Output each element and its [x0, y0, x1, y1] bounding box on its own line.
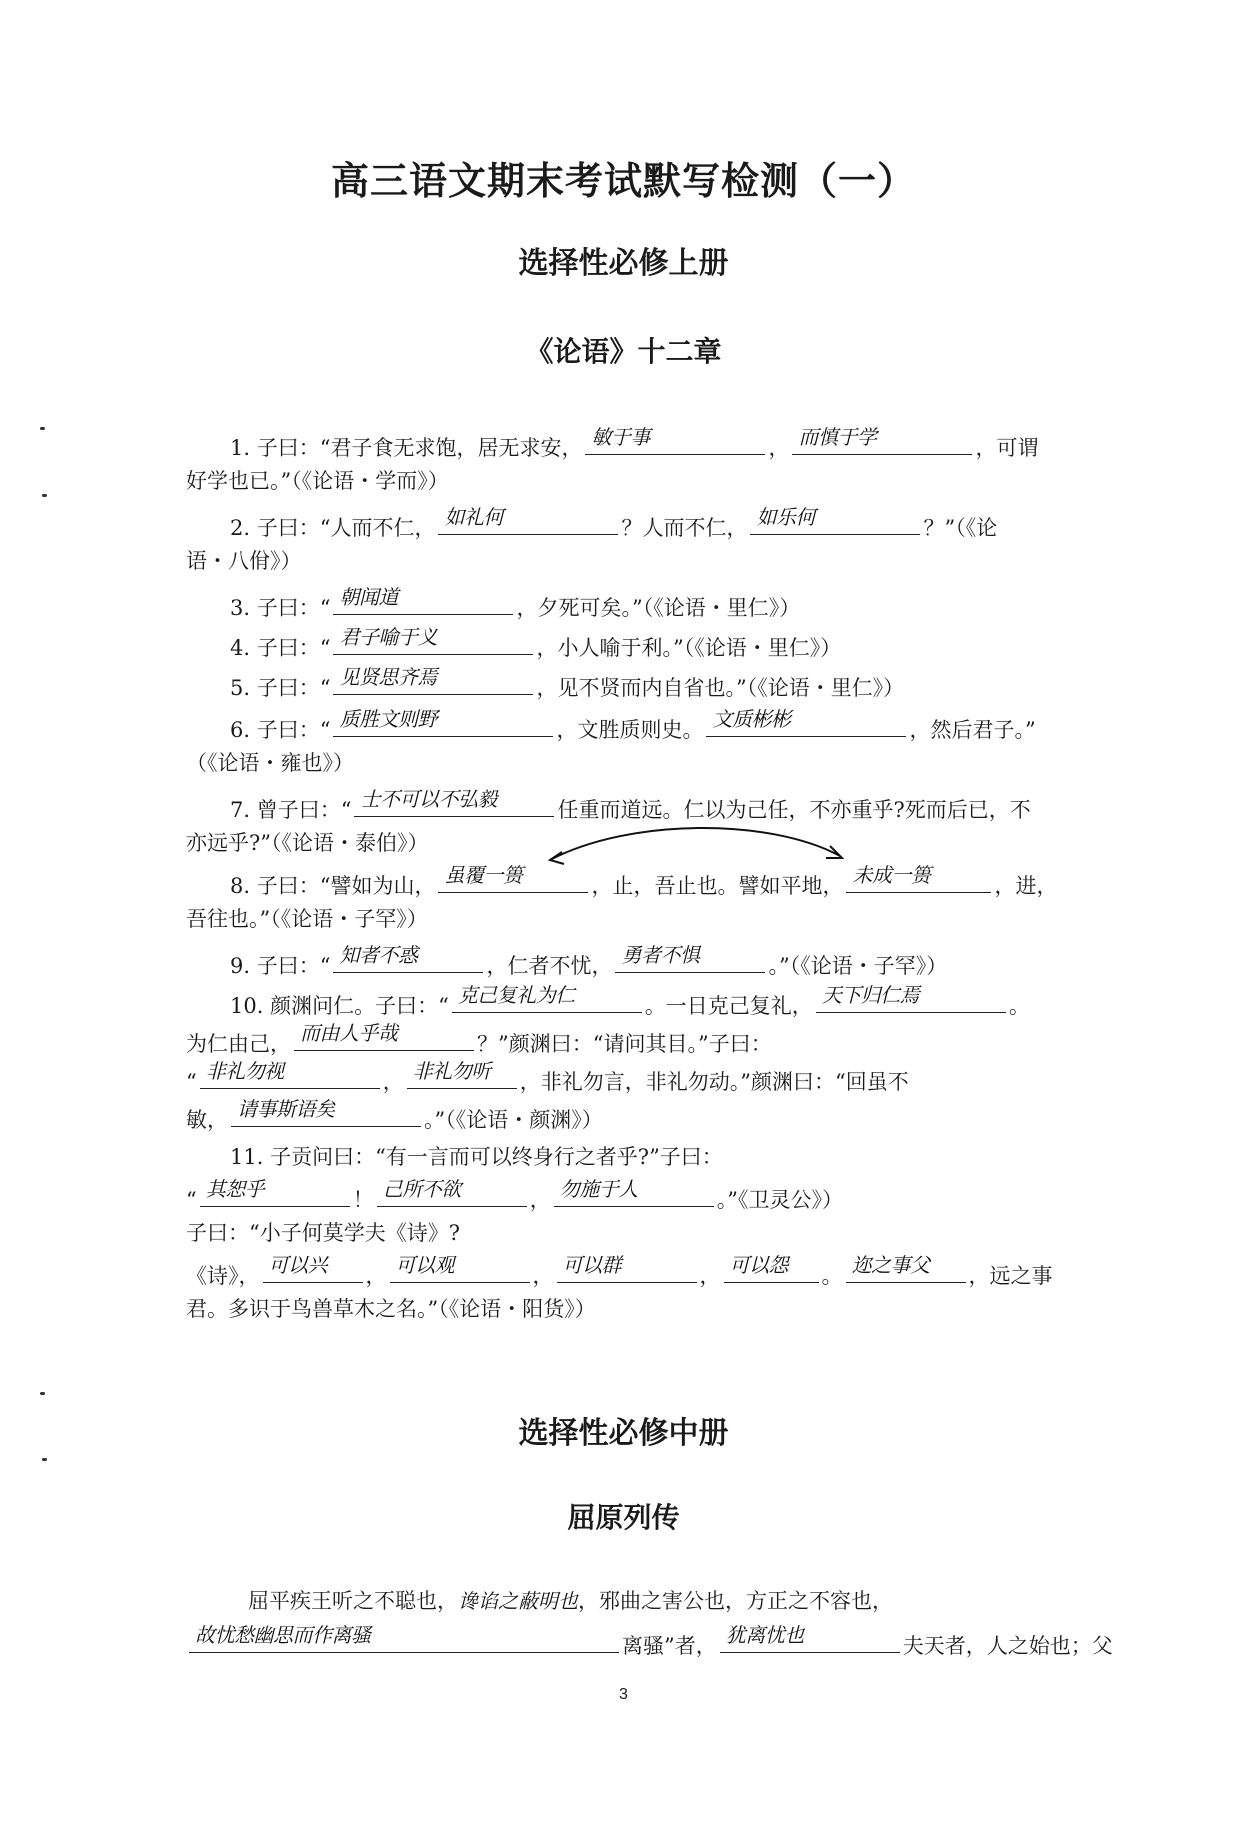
page-title: 高三语文期末考试默写检测（一） — [330, 158, 916, 203]
answer-blank[interactable]: 质胜文则野 — [333, 710, 553, 737]
answer-blank[interactable]: 故忧愁幽思而作离骚 — [189, 1626, 619, 1653]
answer-blank[interactable]: 君子喻于义 — [333, 628, 533, 655]
answer-blank[interactable]: 士不可以不弘毅 — [354, 790, 554, 817]
q8-line1: 8. 子曰：“譬如为山， 虽覆一篑 ，止，吾止也。譬如平地， 未成一篑 ，进， — [230, 863, 1058, 898]
quyuan-line1: 屈平疾王听之不聪也，谗谄之蔽明也，邪曲之害公也，方正之不容也， — [248, 1589, 893, 1613]
answer-blank[interactable]: 如礼何 — [438, 508, 618, 535]
section-heading-2: 选择性必修中册 — [518, 1416, 729, 1451]
answer-blank[interactable]: 文质彬彬 — [706, 710, 906, 737]
answer-blank[interactable]: 而由人乎哉 — [294, 1024, 474, 1051]
scan-mark — [40, 1392, 45, 1395]
q10-line2: 为仁由己， 而由人乎哉 ？”颜渊曰：“请问其目。”子曰： — [186, 1021, 772, 1056]
q8-line2: 吾往也。”（《论语・子罕》） — [186, 907, 428, 931]
scan-mark — [40, 427, 45, 430]
q11-line1: 11. 子贡问曰：“有一言而可以终身行之者乎?”子曰： — [230, 1145, 723, 1169]
swap-arrow-icon — [540, 818, 860, 868]
q11-line4: 《诗》， 可以兴 ， 可以观 ， 可以群 ， 可以怨 。 迩之事父 ，远之事 — [186, 1253, 1053, 1288]
answer-blank[interactable]: 虽覆一篑 — [438, 866, 588, 893]
q9-line: 9. 子曰：“ 知者不惑 ，仁者不忧， 勇者不惧 。”（《论语・子罕》） — [230, 943, 948, 978]
q7-line2: 亦远乎?”（《论语・泰伯》） — [186, 831, 429, 855]
q10-line4: 敏， 请事斯语矣 。”（《论语・颜渊》） — [186, 1097, 603, 1132]
answer-blank[interactable]: 勇者不惧 — [615, 946, 765, 973]
answer-blank[interactable]: 天下归仁焉 — [816, 986, 1006, 1013]
answer-blank[interactable]: 而慎于学 — [792, 428, 972, 455]
chapter-heading-1: 《论语》十二章 — [525, 335, 722, 368]
answer-blank[interactable]: 犹离忧也 — [720, 1626, 900, 1653]
q6-line1: 6. 子曰：“ 质胜文则野 ，文胜质则史。 文质彬彬 ，然后君子。” — [230, 707, 1036, 742]
answer-blank[interactable]: 见贤思齐焉 — [333, 668, 533, 695]
answer-blank[interactable]: 朝闻道 — [333, 588, 513, 615]
answer-blank[interactable]: 其恕乎 — [200, 1180, 350, 1207]
quyuan-line2: 故忧愁幽思而作离骚 离骚”者， 犹离忧也 夫天者，人之始也；父 — [186, 1626, 1066, 1661]
page-number: 3 — [619, 1686, 628, 1703]
handwritten-answer: 谗谄之蔽明也 — [458, 1589, 578, 1613]
answer-blank[interactable]: 敏于事 — [585, 428, 765, 455]
answer-blank[interactable]: 未成一篑 — [846, 866, 991, 893]
q1-line1: 1. 子曰：“君子食无求饱，居无求安， 敏于事 ， 而慎于学 ，可谓 — [230, 425, 1039, 460]
answer-blank[interactable]: 可以观 — [390, 1256, 530, 1283]
q11-line2: “ 其恕乎 ！ 己所不欲 ， 勿施于人 。”《卫灵公》） — [186, 1177, 843, 1212]
q10-line1: 10. 颜渊问仁。子曰：“ 克己复礼为仁 。一日克己复礼， 天下归仁焉 。 — [230, 983, 1030, 1018]
q4-line: 4. 子曰：“ 君子喻于义 ，小人喻于利。”（《论语・里仁》） — [230, 625, 842, 660]
scan-mark — [42, 494, 47, 497]
q5-line: 5. 子曰：“ 见贤思齐焉 ，见不贤而内自省也。”（《论语・里仁》） — [230, 665, 905, 700]
chapter-heading-2: 屈原列传 — [567, 1501, 680, 1534]
section-heading-1: 选择性必修上册 — [518, 246, 729, 281]
q2-line2: 语・八佾》） — [186, 549, 302, 573]
answer-blank[interactable]: 请事斯语矣 — [231, 1100, 421, 1127]
answer-blank[interactable]: 迩之事父 — [846, 1256, 966, 1283]
q2-line1: 2. 子曰：“人而不仁， 如礼何 ？人而不仁， 如乐何 ？”（《论 — [230, 505, 998, 540]
q10-line3: “ 非礼勿视 ， 非礼勿听 ，非礼勿言，非礼勿动。”颜渊曰：“回虽不 — [186, 1059, 909, 1094]
q6-line2: （《论语・雍也》） — [186, 751, 354, 775]
q7-line1: 7. 曾子曰：“ 士不可以不弘毅 任重而道远。仁以为己任，不亦重乎?死而后已，不 — [230, 787, 1031, 822]
answer-blank[interactable]: 知者不惑 — [333, 946, 483, 973]
answer-blank[interactable]: 可以怨 — [724, 1256, 819, 1283]
q1-line2: 好学也已。”（《论语・学而》） — [186, 469, 449, 493]
q11-line3: 子曰：“小子何莫学夫《诗》? — [186, 1221, 460, 1245]
answer-blank[interactable]: 可以群 — [557, 1256, 697, 1283]
answer-blank[interactable]: 非礼勿听 — [407, 1062, 517, 1089]
q11-line5: 君。多识于鸟兽草木之名。”（《论语・阳货》） — [186, 1297, 596, 1321]
answer-blank[interactable]: 克己复礼为仁 — [452, 986, 642, 1013]
answer-blank[interactable]: 如乐何 — [750, 508, 920, 535]
answer-blank[interactable]: 非礼勿视 — [200, 1062, 380, 1089]
answer-blank[interactable]: 己所不欲 — [377, 1180, 527, 1207]
answer-blank[interactable]: 可以兴 — [263, 1256, 363, 1283]
q3-line: 3. 子曰：“ 朝闻道 ，夕死可矣。”（《论语・里仁》） — [230, 585, 801, 620]
scan-mark — [42, 1458, 47, 1461]
answer-blank[interactable]: 勿施于人 — [554, 1180, 714, 1207]
